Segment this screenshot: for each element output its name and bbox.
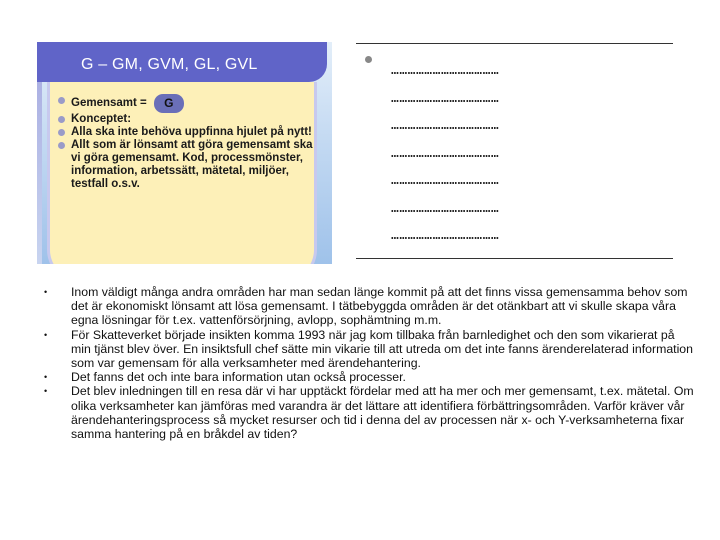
g-badge: G xyxy=(154,94,184,113)
bullet-dot-icon xyxy=(58,97,65,104)
bullet-dot-icon xyxy=(58,129,65,136)
top-divider xyxy=(356,43,673,44)
slide-bullet-list xyxy=(57,94,319,191)
slide-bullet xyxy=(57,94,319,113)
slide-bullet-text: Allt som är lönsamt att göra gemensamt ska vi göra gemensamt. Kod, processmönster, information, arbetssätt, mätetal, miljöer, testfall o.s.v. xyxy=(71,139,313,190)
dotted-line: ………………………………… xyxy=(391,63,500,78)
note-bullet: • xyxy=(44,386,48,397)
dotted-line: ………………………………… xyxy=(391,200,500,216)
dotted-line: ………………………………… xyxy=(391,90,500,106)
note-paragraph xyxy=(44,384,694,441)
bottom-divider xyxy=(356,258,673,259)
speaker-notes xyxy=(44,285,694,441)
dotted-placeholder-lines xyxy=(391,57,499,250)
note-text: Det fanns det och inte bara information utan också processer. xyxy=(71,370,406,385)
note-bullet: • xyxy=(44,372,48,383)
bullet-dot-icon xyxy=(58,116,65,123)
dotted-line: ………………………………… xyxy=(391,118,500,133)
slide-bullet-text: Alla ska inte behöva uppfinna hjulet på nytt! xyxy=(71,126,312,138)
slide-bullet xyxy=(57,139,319,191)
note-paragraph xyxy=(44,370,694,384)
slide-bullet-text: Gemensamt = xyxy=(71,97,147,109)
note-text: Inom väldigt många andra områden har man sedan länge kommit på att det finns vissa gemensamma behov som det är ekonomiskt lönsamt att lösa gemensamt. I tätbebyggda områden är det otänkbart att vi skulle skapa våra egna lösningar för t.ex. vattenförsörjning, avlopp, sophämtning m.m. xyxy=(71,285,688,328)
dotted-line: ………………………………… xyxy=(391,228,500,243)
slide-title: G – GM, GVM, GL, GVL xyxy=(81,56,258,73)
note-text: För Skatteverket började insikten komma 1993 när jag kom tillbaka från barnledighet och den som vikarierat på min tjänst blev över. En insiktsfull chef sätte min vikarie till att utreda om det inte fanns ärenderelaterad information som var gemensam för alla verksamheter med ärendehantering. xyxy=(71,327,693,371)
note-bullet: • xyxy=(44,287,48,297)
slide-bullet-text: Konceptet: xyxy=(71,113,132,125)
slide-title-bar xyxy=(37,42,327,82)
dotted-line: ………………………………… xyxy=(391,145,500,161)
bullet-dot-icon xyxy=(365,56,372,63)
slide-thumbnail xyxy=(37,42,332,264)
note-paragraph xyxy=(44,328,694,371)
dotted-line: ………………………………… xyxy=(391,173,500,188)
bullet-dot-icon xyxy=(58,142,65,149)
slide-bullet xyxy=(57,113,319,126)
note-text: Det blev inledningen till en resa där vi har upptäckt fördelar med att ha mer och mer gemensamt, t.ex. mätetal. Om olika verksamheter kan jämföras med varandra är det lättare att identifiera förbättringsområden. Varför kräver vår ärendehanteringsprocess så mycket resurser och tid i denna del av processen när x- och Y-verksamheterna fixar samma hantering på en bråkdel av tiden? xyxy=(71,384,694,442)
note-paragraph xyxy=(44,285,694,328)
note-bullet: • xyxy=(44,329,48,340)
slide-bullet xyxy=(57,126,319,139)
